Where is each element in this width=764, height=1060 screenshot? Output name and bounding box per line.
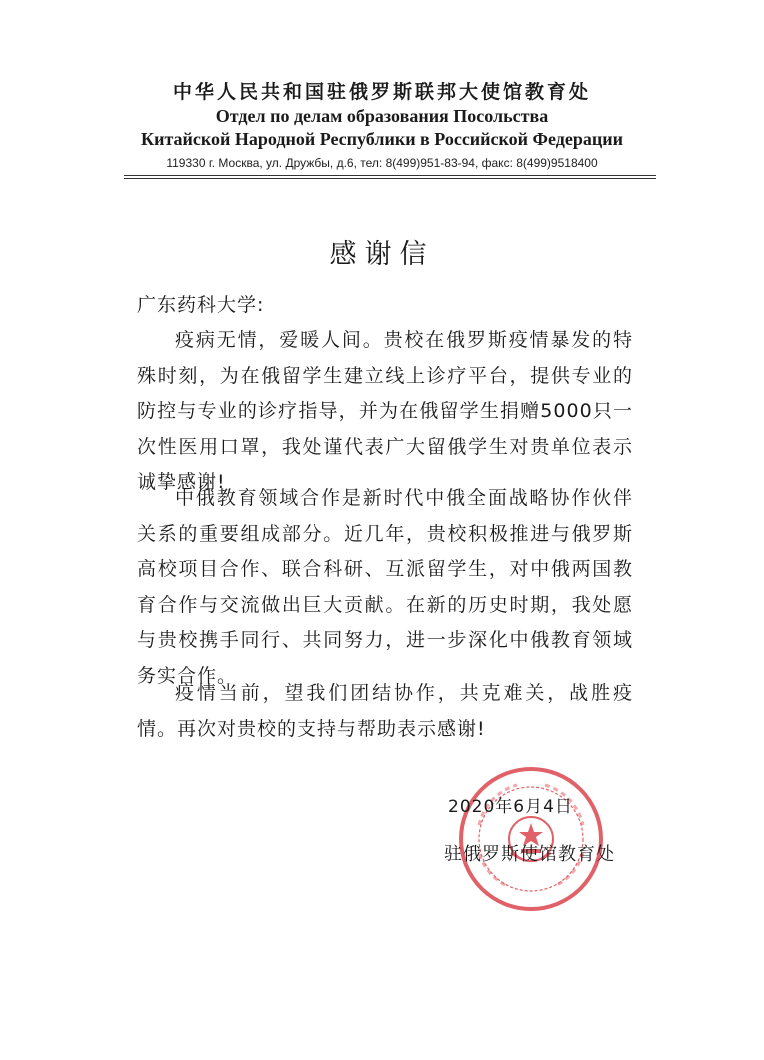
letter-title: 感谢信: [329, 239, 435, 270]
letterhead-divider-top: [124, 175, 656, 176]
letter-signature: 驻俄罗斯使馆教育处: [444, 844, 615, 865]
letter-date: 2020年6月4日: [448, 797, 573, 817]
letter-paragraph-1: 疫病无情，爱暖人间。贵校在俄罗斯疫情暴发的特殊时刻，为在俄留学生建立线上诊疗平台，提供专业的防控与专业的诊疗指导，并为在俄留学生捐赠5000只一次性医用口罩，我处谨代表广大留俄学生对贵单位表示诚挚感谢!: [137, 329, 633, 493]
letter-salutation: 广东药科大学:: [137, 294, 265, 316]
letterhead-address: 119330 г. Москва, ул. Дружбы, д.6, тел: 8(499)951-83-94, факс: 8(499)9518400: [166, 156, 598, 170]
letterhead-divider-bottom: [124, 178, 656, 179]
letterhead-russian-line-1: Отдел по делам образования Посольства: [215, 106, 549, 126]
letter-paragraph-2: 中俄教育领域合作是新时代中俄全面战略协作伙伴关系的重要组成部分。近几年，贵校积极推进与俄罗斯高校项目合作、联合科研、互派留学生，对中俄两国教育合作与交流做出巨大贡献。在新的历史时期，我处愿与贵校携手同行、共同努力，进一步深化中俄教育领域务实合作。: [137, 487, 633, 687]
letter-paragraph-3: 疫情当前，望我们团结协作，共克难关，战胜疫情。再次对贵校的支持与帮助表示感谢!: [137, 682, 633, 740]
letterhead-chinese-name: 中华人民共和国驻俄罗斯联邦大使馆教育处: [172, 81, 591, 103]
letterhead-russian-line-2: Китайской Народной Республики в Российской Федерации: [141, 129, 623, 149]
official-seal: [457, 765, 605, 913]
